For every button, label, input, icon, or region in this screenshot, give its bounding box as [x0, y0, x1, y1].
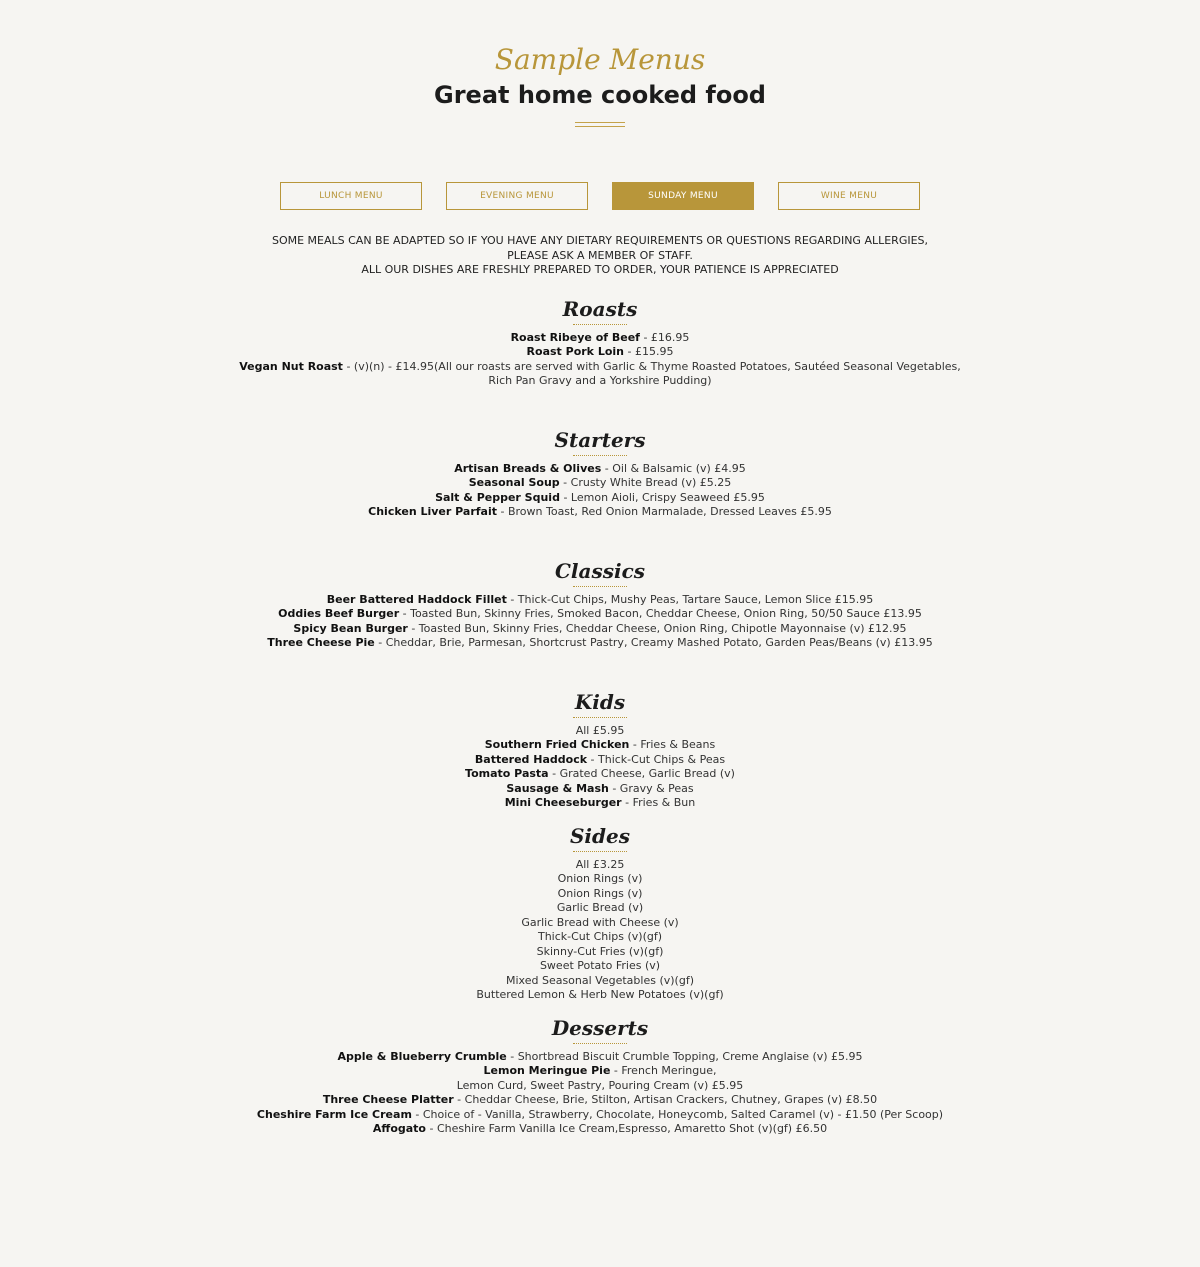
menu-item: [0, 916, 1200, 931]
menu-item: [0, 345, 1200, 360]
menu-item: [0, 724, 1200, 739]
menu-item-description: - Thick-Cut Chips, Mushy Peas, Tartare Sauce, Lemon Slice £15.95: [506, 592, 874, 606]
notice-line: PLEASE ASK A MEMBER OF STAFF.: [507, 248, 693, 262]
menu-item-description: - Lemon Aioli, Crispy Seaweed £5.95: [559, 490, 765, 504]
menu-item: [0, 872, 1200, 887]
menu-item-name: Apple & Blueberry Crumble: [337, 1049, 507, 1063]
menu-item: [0, 374, 1200, 389]
section-title-starters: Starters: [554, 427, 646, 452]
menu-item: [0, 462, 1200, 477]
menu-item: [0, 1093, 1200, 1108]
menu-item-description: - Fries & Bun: [621, 796, 696, 809]
menu-item-description: - Toasted Bun, Skinny Fries, Cheddar Cheese, Onion Ring, Chipotle Mayonnaise (v) £12.95: [407, 621, 907, 635]
menu-item: [0, 988, 1200, 1003]
menu-item: [0, 476, 1200, 491]
menu-item-description: Onion Rings (v): [557, 872, 643, 885]
section-title-classics: Classics: [554, 558, 646, 583]
menu-item-name: Vegan Nut Roast: [239, 359, 343, 373]
menu-item: [0, 901, 1200, 916]
menu-item: [0, 858, 1200, 873]
menu-item-name: Seasonal Soup: [468, 476, 560, 489]
menu-item: [0, 360, 1200, 375]
menu-item-name: Chicken Liver Parfait: [368, 505, 497, 518]
menu-item: [0, 959, 1200, 974]
menu-item-name: Roast Pork Loin: [526, 345, 624, 358]
title-divider: [575, 122, 625, 127]
menu-item: [0, 593, 1200, 608]
menu-item-description: - Choice of - Vanilla, Strawberry, Chocolate, Honeycomb, Salted Caramel (v) - £1.50 (Per Scoop): [411, 1107, 944, 1121]
menu-item-name: Lemon Meringue Pie: [483, 1064, 611, 1077]
menu-item-description: - Crusty White Bread (v) £5.25: [559, 476, 732, 489]
menu-item: [0, 636, 1200, 651]
menu-item-name: Artisan Breads & Olives: [454, 461, 602, 475]
menu-item-description: Mixed Seasonal Vegetables (v)(gf): [506, 973, 694, 987]
menu-section-desserts: [0, 1015, 1200, 1137]
menu-item: [0, 331, 1200, 346]
menu-item-description: Garlic Bread (v): [556, 901, 644, 914]
menu-item: [0, 491, 1200, 506]
menu-item-description: - (v)(n) - £14.95(All our roasts are served with Garlic & Thyme Roasted Potatoes, Sautéed Seasonal Vegetables,: [342, 359, 961, 373]
menu-section-roasts: [0, 296, 1200, 389]
menu-item-name: Spicy Bean Burger: [293, 621, 408, 635]
page-title: Great home cooked food: [434, 81, 766, 109]
menu-item-name: Affogato: [372, 1122, 426, 1135]
menu-item: [0, 1108, 1200, 1123]
menu-item-description: - Thick-Cut Chips & Peas: [587, 752, 726, 766]
menu-item: [0, 622, 1200, 637]
menu-item-description: Onion Rings (v): [557, 886, 643, 900]
menu-item-name: Three Cheese Pie: [267, 636, 375, 649]
dietary-notice: [0, 234, 1200, 278]
menu-item-description: All £5.95: [575, 723, 625, 737]
menu-item-description: - French Meringue,: [610, 1064, 717, 1077]
section-divider: [573, 1043, 627, 1044]
menu-item: [0, 1122, 1200, 1137]
menu-item: [0, 767, 1200, 782]
menu-item-description: - Gravy & Peas: [608, 781, 694, 795]
menu-item-description: - £16.95: [639, 330, 690, 344]
menu-item-name: Southern Fried Chicken: [484, 738, 630, 751]
menu-item-name: Oddies Beef Burger: [278, 607, 400, 620]
menu-item-description: - Cheshire Farm Vanilla Ice Cream,Espresso, Amaretto Shot (v)(gf) £6.50: [425, 1122, 828, 1135]
menu-item-name: Sausage & Mash: [506, 781, 609, 795]
menu-item-name: Three Cheese Platter: [322, 1093, 454, 1106]
menu-item-name: Battered Haddock: [474, 752, 588, 766]
menu-item-description: - Fries & Beans: [629, 738, 716, 751]
menu-item-description: - Oil & Balsamic (v) £4.95: [601, 461, 746, 475]
menu-item-description: - Grated Cheese, Garlic Bread (v): [548, 767, 735, 780]
menu-item-description: Lemon Curd, Sweet Pastry, Pouring Cream (v) £5.95: [456, 1078, 744, 1092]
menu-item: [0, 782, 1200, 797]
menu-tabs: [0, 182, 1200, 210]
section-divider: [573, 324, 627, 325]
menu-item-name: Mini Cheeseburger: [504, 796, 622, 809]
menu-item-description: - Brown Toast, Red Onion Marmalade, Dressed Leaves £5.95: [497, 505, 832, 518]
menu-item-name: Beer Battered Haddock Fillet: [326, 592, 507, 606]
menu-item: [0, 1050, 1200, 1065]
menu-section-classics: [0, 558, 1200, 651]
section-title-sides: Sides: [569, 823, 630, 848]
tab-wine-menu[interactable]: WINE MENU: [778, 182, 920, 210]
menu-item-description: Sweet Potato Fries (v): [539, 959, 661, 972]
menu-item: [0, 753, 1200, 768]
menu-item: [0, 930, 1200, 945]
menu-section-sides: [0, 823, 1200, 1003]
menus-header: [0, 0, 1200, 127]
menu-item-name: Tomato Pasta: [465, 767, 549, 780]
menu-item: [0, 738, 1200, 753]
menu-item-description: - £15.95: [624, 345, 674, 358]
menu-item-description: - Toasted Bun, Skinny Fries, Smoked Bacon, Cheddar Cheese, Onion Ring, 50/50 Sauce £13.95: [399, 607, 922, 620]
section-title-kids: Kids: [574, 689, 626, 714]
section-divider: [573, 586, 627, 587]
sample-menus-kicker: Sample Menus: [494, 43, 706, 76]
menu-item-description: - Cheddar Cheese, Brie, Stilton, Artisan Crackers, Chutney, Grapes (v) £8.50: [453, 1093, 878, 1106]
menu-item-name: Roast Ribeye of Beef: [510, 330, 640, 344]
menu-section-kids: [0, 689, 1200, 811]
menu-item: [0, 887, 1200, 902]
menu-item-description: Garlic Bread with Cheese (v): [521, 915, 679, 929]
menu-item: [0, 505, 1200, 520]
tab-sunday-menu[interactable]: SUNDAY MENU: [612, 182, 754, 210]
menu-item: [0, 1064, 1200, 1079]
menu-item-description: - Shortbread Biscuit Crumble Topping, Creme Anglaise (v) £5.95: [506, 1049, 863, 1063]
menu-item-name: Cheshire Farm Ice Cream: [256, 1107, 412, 1121]
tab-evening-menu[interactable]: EVENING MENU: [446, 182, 588, 210]
menu-item-description: Thick-Cut Chips (v)(gf): [537, 930, 663, 943]
section-divider: [573, 717, 627, 718]
menu-item: [0, 607, 1200, 622]
menu-item: [0, 945, 1200, 960]
notice-line: SOME MEALS CAN BE ADAPTED SO IF YOU HAVE ANY DIETARY REQUIREMENTS OR QUESTIONS REGARDING ALLERGIES,: [271, 234, 929, 247]
menu-item-description: Buttered Lemon & Herb New Potatoes (v)(gf): [476, 988, 724, 1001]
tab-lunch-menu[interactable]: LUNCH MENU: [280, 182, 422, 210]
menu-item: [0, 974, 1200, 989]
menu-item: [0, 796, 1200, 811]
menu-item-name: Salt & Pepper Squid: [435, 490, 560, 504]
notice-line: ALL OUR DISHES ARE FRESHLY PREPARED TO ORDER, YOUR PATIENCE IS APPRECIATED: [361, 263, 839, 276]
menu-item-description: Skinny-Cut Fries (v)(gf): [536, 944, 664, 958]
menu-item-description: - Cheddar, Brie, Parmesan, Shortcrust Pastry, Creamy Mashed Potato, Garden Peas/Beans (v) £13.95: [374, 636, 933, 649]
section-title-desserts: Desserts: [551, 1015, 649, 1040]
menu-item-description: Rich Pan Gravy and a Yorkshire Pudding): [488, 374, 712, 387]
menu-item-description: All £3.25: [575, 857, 625, 871]
section-divider: [573, 455, 627, 456]
menu-sections: [0, 296, 1200, 1137]
menu-section-starters: [0, 427, 1200, 520]
section-divider: [573, 851, 627, 852]
section-title-roasts: Roasts: [562, 296, 638, 321]
menu-item: [0, 1079, 1200, 1094]
